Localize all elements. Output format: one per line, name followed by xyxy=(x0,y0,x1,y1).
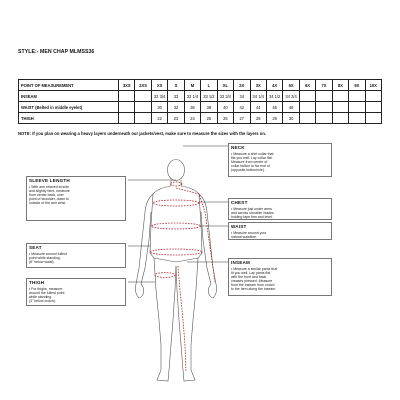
value-cell: 30 xyxy=(151,102,167,113)
value-cell xyxy=(349,113,365,124)
header-cell-point-of-measurement: POINT OF MEASUREMENT xyxy=(19,80,119,91)
size-header-cell: L xyxy=(201,80,217,91)
sleeve-length-title: SLEEVE LENGTH xyxy=(29,178,70,183)
waist-text: • Measure around your natural waistline. xyxy=(231,231,267,240)
value-cell: 44 xyxy=(250,102,266,113)
value-cell xyxy=(135,91,151,102)
value-cell xyxy=(332,91,348,102)
thigh-title: THIGH xyxy=(29,280,45,285)
value-cell: 33 1/2 xyxy=(201,91,217,102)
value-cell xyxy=(349,102,365,113)
value-cell: 27 xyxy=(234,113,250,124)
value-cell xyxy=(135,102,151,113)
value-cell xyxy=(349,91,365,102)
size-header-cell: 2XS xyxy=(135,80,151,91)
value-cell: 32 xyxy=(168,102,184,113)
size-header-cell: XL xyxy=(217,80,233,91)
figure-head xyxy=(168,160,185,181)
value-cell: 40 xyxy=(217,102,233,113)
value-cell xyxy=(365,91,381,102)
figure-left-arm xyxy=(136,194,153,284)
value-cell: 33 3/4 xyxy=(217,91,233,102)
value-cell: 34 1/4 xyxy=(250,91,266,102)
neck-text: • Measure a shirt collar that fits you well. Lay collar flat. Measure from center of collar button to far end of (opposite buttonhole). xyxy=(231,152,274,173)
value-cell xyxy=(119,91,135,102)
value-cell xyxy=(119,113,135,124)
size-header-cell: 3X xyxy=(250,80,266,91)
size-header-cell: 7X xyxy=(316,80,332,91)
size-header-cell: XS xyxy=(151,80,167,91)
size-header-cell: S xyxy=(168,80,184,91)
value-cell: 34 xyxy=(234,91,250,102)
value-cell: 32 3/4 xyxy=(151,91,167,102)
value-cell: 30 xyxy=(283,113,299,124)
value-cell: 36 xyxy=(184,102,200,113)
value-cell xyxy=(332,102,348,113)
figure-left-hand xyxy=(135,284,143,298)
value-cell: 26 xyxy=(217,113,233,124)
table-row xyxy=(19,113,382,124)
table-header-row xyxy=(19,80,382,91)
value-cell xyxy=(365,102,381,113)
value-cell xyxy=(316,113,332,124)
value-cell: 24 xyxy=(184,113,200,124)
size-header-cell: 8X xyxy=(332,80,348,91)
layering-note: NOTE: If you plan on wearing a heavy layers underneath our jackets/vest, make sure to measure the sizes with the layers on. xyxy=(18,131,267,136)
size-header-cell: 9X xyxy=(349,80,365,91)
value-cell: 34 1/2 xyxy=(266,91,282,102)
neck-title: NECK xyxy=(231,145,245,150)
row-label-cell: INSEAM xyxy=(19,91,119,102)
table-row xyxy=(19,91,382,102)
inseam-measure-line xyxy=(178,266,186,372)
table-row xyxy=(19,102,382,113)
value-cell: 33 1/4 xyxy=(184,91,200,102)
value-cell: 46 xyxy=(266,102,282,113)
value-cell: 28 xyxy=(250,113,266,124)
size-header-cell: 10X xyxy=(365,80,381,91)
inseam-text: • Measure a similar pants that fit you well. Lay pants flat, with the front and back creases pressed. Measure from the inseam from crotch to the hem along the inseam. xyxy=(231,267,278,292)
size-header-cell: 2X xyxy=(234,80,250,91)
neck-measure-line xyxy=(170,182,182,186)
value-cell: 23 xyxy=(168,113,184,124)
value-cell: 22 xyxy=(151,113,167,124)
value-cell: 38 xyxy=(201,102,217,113)
value-cell: 42 xyxy=(234,102,250,113)
figure-left-leg xyxy=(154,258,176,381)
figure-right-arm xyxy=(199,194,216,284)
value-cell xyxy=(299,102,315,113)
seat-text: • Measure around fullest point while standing. (8" below waist). xyxy=(29,252,67,265)
value-cell xyxy=(365,113,381,124)
value-cell: 34 3/4 xyxy=(283,91,299,102)
sleeve-length-text: • With arm relaxed at side and slightly bent, measure from center back, over point of shoulder, down to outside of the arm wrist. xyxy=(29,185,70,206)
figure-torso xyxy=(150,186,202,262)
inseam-title: INSEAM xyxy=(231,260,251,265)
waist-title: WAIST xyxy=(231,224,247,229)
style-title: STYLE:- MEN CHAP MLMSS36 xyxy=(18,49,95,55)
thigh-measure-line xyxy=(155,273,175,278)
seat-measure-line xyxy=(150,249,202,255)
value-cell xyxy=(299,91,315,102)
value-cell: 48 xyxy=(283,102,299,113)
size-header-cell: 3XS xyxy=(119,80,135,91)
figure-right-leg xyxy=(176,258,198,381)
size-chart-table xyxy=(18,79,382,124)
chest-text: • Measure just under arms and across shoulder blades holding tape firm and level. xyxy=(231,207,274,220)
chest-title: CHEST xyxy=(231,200,248,205)
value-cell xyxy=(135,113,151,124)
figure-right-hand xyxy=(209,284,217,298)
sleeve-measure-line xyxy=(176,188,215,282)
chest-measure-line xyxy=(153,200,199,206)
value-cell: 25 xyxy=(201,113,217,124)
value-cell xyxy=(316,102,332,113)
row-label-cell: THIGH xyxy=(19,113,119,124)
value-cell xyxy=(299,113,315,124)
seat-title: SEAT xyxy=(29,245,42,250)
value-cell xyxy=(119,102,135,113)
size-header-cell: M xyxy=(184,80,200,91)
row-label-cell: WAIST (Belted in middle eyelet) xyxy=(19,102,119,113)
figure-neck xyxy=(171,180,181,186)
size-header-cell: 4X xyxy=(266,80,282,91)
value-cell xyxy=(316,91,332,102)
waist-measure-line xyxy=(152,223,201,229)
size-header-cell: 5X xyxy=(283,80,299,91)
value-cell: 33 xyxy=(168,91,184,102)
value-cell: 29 xyxy=(266,113,282,124)
value-cell xyxy=(332,113,348,124)
size-header-cell: 6X xyxy=(299,80,315,91)
thigh-text: • For thighs, measure around the fullest point while standing (4" below crotch). xyxy=(29,287,65,304)
